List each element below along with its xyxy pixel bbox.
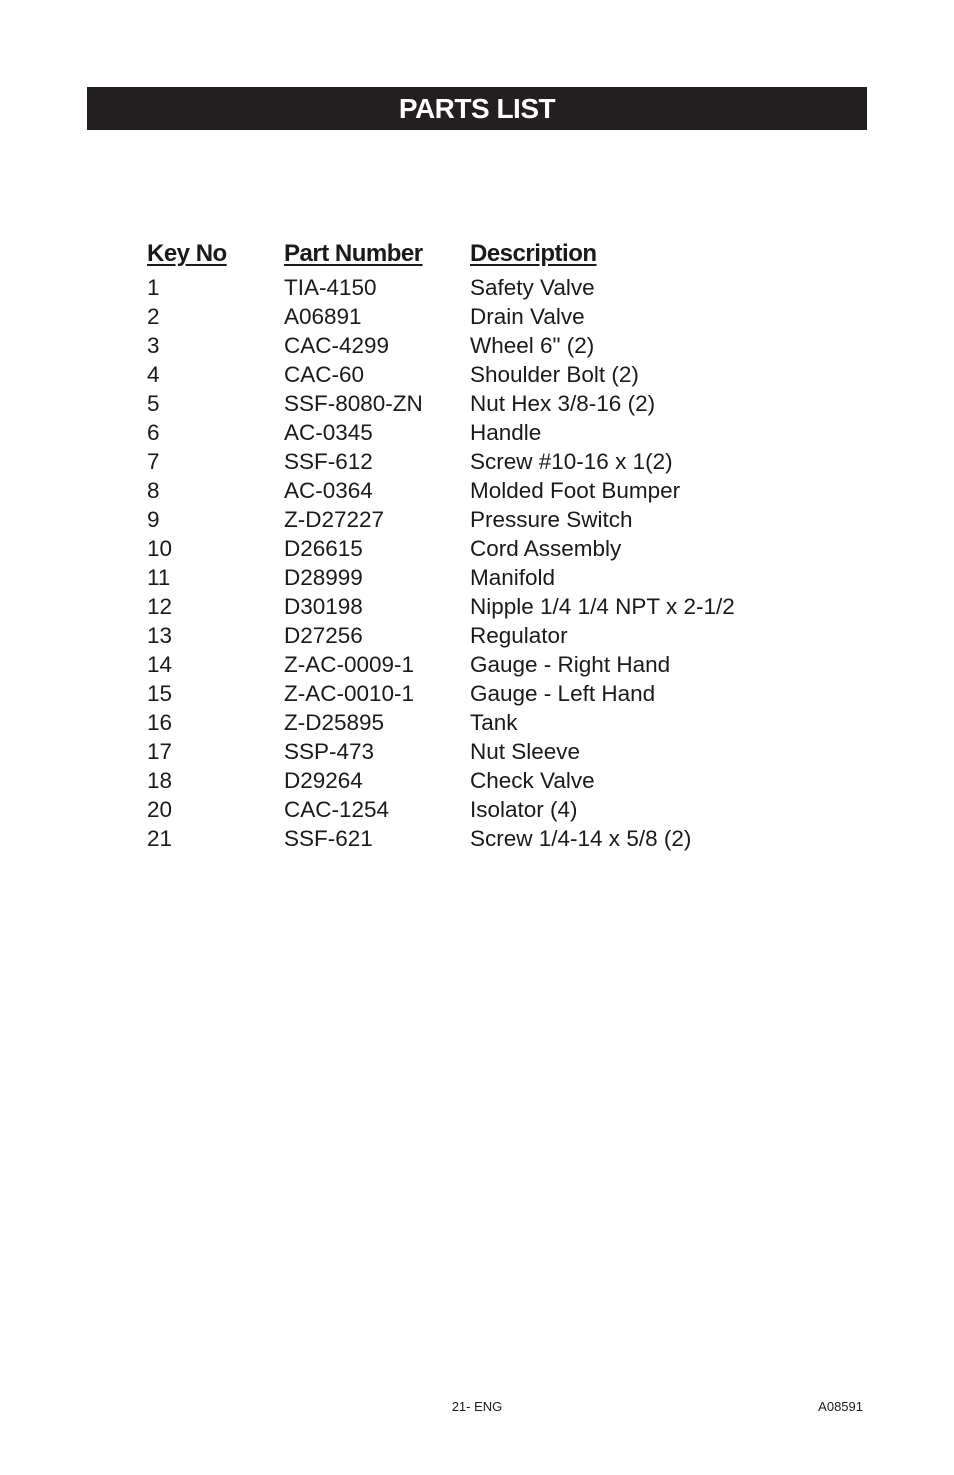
table-row [147, 795, 800, 824]
table-row [147, 302, 800, 331]
part-number-cell: Z-AC-0009-1 [284, 652, 415, 677]
key-no-cell: 2 [147, 304, 160, 329]
table-row [147, 447, 800, 476]
table-row [147, 737, 800, 766]
description-cell: Manifold [470, 565, 556, 590]
key-no-cell: 7 [147, 449, 160, 474]
table-row [147, 679, 800, 708]
column-header-key-no: Key No [147, 240, 227, 267]
table-row [147, 621, 800, 650]
description-cell: Gauge - Left Hand [470, 681, 656, 706]
column-header-part-number: Part Number [284, 240, 423, 267]
description-cell: Nipple 1/4 1/4 NPT x 2-1/2 [470, 594, 735, 619]
description-cell: Safety Valve [470, 275, 595, 300]
key-no-cell: 6 [147, 420, 160, 445]
description-cell: Check Valve [470, 768, 595, 793]
key-no-cell: 3 [147, 333, 160, 358]
key-no-cell: 4 [147, 362, 160, 387]
part-number-cell: A06891 [284, 304, 362, 329]
key-no-cell: 18 [147, 768, 173, 793]
part-number-cell: Z-AC-0010-1 [284, 681, 415, 706]
table-row [147, 592, 800, 621]
description-cell: Tank [470, 710, 518, 735]
table-header-row [147, 240, 800, 273]
table-row [147, 389, 800, 418]
part-number-cell: AC-0364 [284, 478, 373, 503]
key-no-cell: 15 [147, 681, 173, 706]
key-no-cell: 20 [147, 797, 173, 822]
part-number-cell: Z-D27227 [284, 507, 385, 532]
key-no-cell: 8 [147, 478, 160, 503]
part-number-cell: AC-0345 [284, 420, 373, 445]
description-cell: Molded Foot Bumper [470, 478, 681, 503]
description-cell: Isolator (4) [470, 797, 578, 822]
key-no-cell: 11 [147, 565, 171, 590]
description-cell: Nut Hex 3/8-16 (2) [470, 391, 656, 416]
description-cell: Wheel 6" (2) [470, 333, 595, 358]
part-number-cell: D29264 [284, 768, 363, 793]
key-no-cell: 13 [147, 623, 173, 648]
description-cell: Pressure Switch [470, 507, 633, 532]
description-cell: Shoulder Bolt (2) [470, 362, 639, 387]
part-number-cell: SSF-8080-ZN [284, 391, 423, 416]
table-row [147, 273, 800, 302]
table-row [147, 505, 800, 534]
description-cell: Handle [470, 420, 542, 445]
key-no-cell: 17 [147, 739, 173, 764]
description-cell: Screw #10-16 x 1(2) [470, 449, 673, 474]
description-cell: Drain Valve [470, 304, 585, 329]
key-no-cell: 10 [147, 536, 173, 561]
key-no-cell: 16 [147, 710, 173, 735]
table-row [147, 766, 800, 795]
document-code: A08591 [818, 1399, 863, 1414]
column-header-description: Description [470, 240, 597, 267]
part-number-cell: TIA-4150 [284, 275, 377, 300]
key-no-cell: 12 [147, 594, 173, 619]
page-title: PARTS LIST [398, 92, 556, 124]
parts-table [147, 240, 800, 853]
title-banner [87, 87, 867, 130]
part-number-cell: SSF-612 [284, 449, 373, 474]
table-row [147, 650, 800, 679]
table-row [147, 418, 800, 447]
table-row [147, 534, 800, 563]
key-no-cell: 5 [147, 391, 160, 416]
key-no-cell: 1 [147, 275, 160, 300]
table-row [147, 708, 800, 737]
page-number: 21- ENG [451, 1399, 503, 1414]
key-no-cell: 21 [147, 826, 173, 851]
description-cell: Screw 1/4-14 x 5/8 (2) [470, 826, 692, 851]
table-row [147, 331, 800, 360]
part-number-cell: D28999 [284, 565, 363, 590]
description-cell: Gauge - Right Hand [470, 652, 671, 677]
part-number-cell: D26615 [284, 536, 363, 561]
description-cell: Cord Assembly [470, 536, 622, 561]
part-number-cell: SSP-473 [284, 739, 375, 764]
part-number-cell: CAC-60 [284, 362, 365, 387]
key-no-cell: 9 [147, 507, 160, 532]
table-row [147, 563, 800, 592]
part-number-cell: D30198 [284, 594, 363, 619]
description-cell: Nut Sleeve [470, 739, 581, 764]
part-number-cell: CAC-4299 [284, 333, 390, 358]
part-number-cell: CAC-1254 [284, 797, 390, 822]
table-row [147, 360, 800, 389]
table-row [147, 476, 800, 505]
key-no-cell: 14 [147, 652, 173, 677]
part-number-cell: D27256 [284, 623, 363, 648]
description-cell: Regulator [470, 623, 568, 648]
part-number-cell: Z-D25895 [284, 710, 385, 735]
part-number-cell: SSF-621 [284, 826, 373, 851]
table-row [147, 824, 800, 853]
